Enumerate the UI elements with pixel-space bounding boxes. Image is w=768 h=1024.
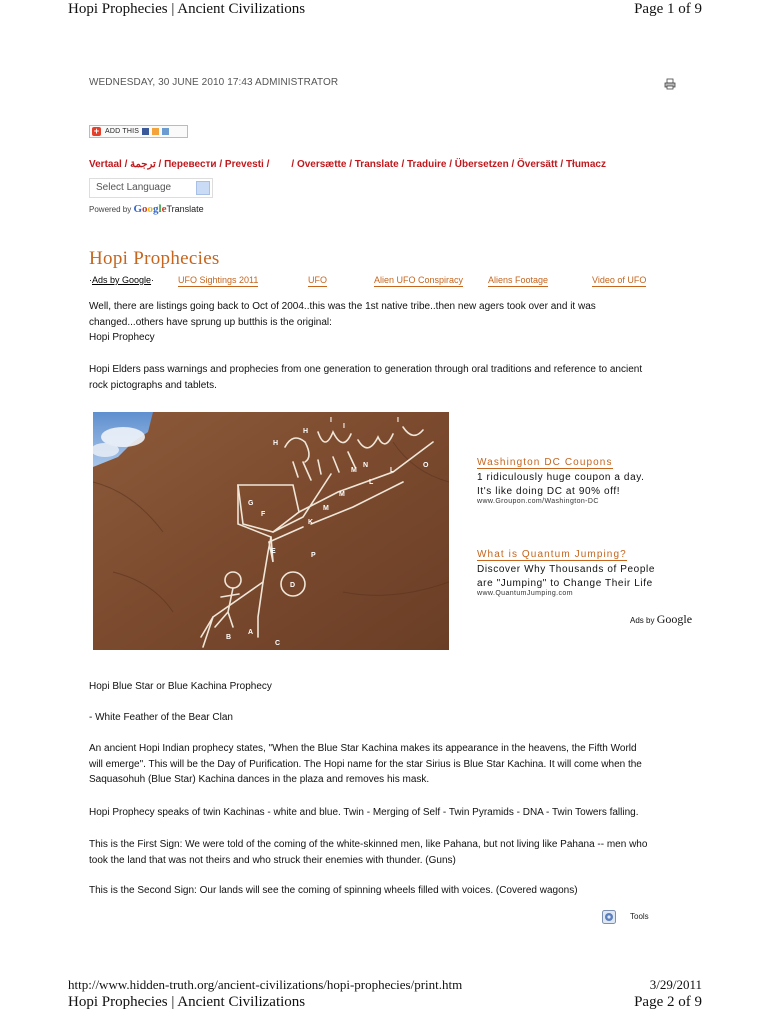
print-icon[interactable] [664, 78, 676, 90]
paragraph-second-sign: This is the Second Sign: Our lands will see the coming of spinning wheels filled with voices. (Covered wagons) [89, 885, 578, 896]
next-page-header-number: Page 2 of 9 [634, 994, 702, 1010]
pictograph-label-f: F [261, 511, 266, 518]
pictograph-label-i2: I [343, 423, 345, 430]
pictograph-label-e: E [271, 548, 276, 555]
pictograph-label-a: A [248, 629, 254, 636]
ad-title[interactable]: What is Quantum Jumping? [477, 549, 627, 560]
article-dateline: WEDNESDAY, 30 JUNE 2010 17:43 ADMINISTRATOR [89, 77, 339, 88]
pictograph-label-o: O [423, 462, 429, 469]
pictograph-label-g: G [248, 500, 254, 507]
pictograph-label-d: D [290, 582, 296, 589]
pictograph-label-n: N [363, 462, 369, 469]
page-footer-date: 3/29/2011 [649, 977, 702, 992]
pictograph-label-l1: L [390, 467, 395, 474]
bookmark-icon [152, 128, 159, 135]
tools-label[interactable]: Tools [630, 912, 649, 921]
plus-icon: + [93, 126, 100, 136]
ad-link-aliens-footage[interactable]: Aliens Footage [488, 275, 549, 285]
hopi-prophecy-rock-image [93, 412, 449, 650]
ad-link-video-of-ufo[interactable]: Video of UFO [592, 275, 647, 285]
next-page-header-title: Hopi Prophecies | Ancient Civilizations [68, 994, 306, 1010]
dropdown-arrow-icon[interactable] [196, 181, 210, 195]
pictograph-label-h1: H [273, 440, 279, 447]
translate-links-part1[interactable]: Vertaal / ترجمة / Перевести / Prevesti / [89, 159, 270, 170]
page-footer-url: http://www.hidden-truth.org/ancient-civilizations/hopi-prophecies/print.htm [68, 977, 463, 992]
pictograph-label-p: P [311, 552, 316, 559]
language-select-placeholder: Select Language [96, 182, 172, 193]
google-logo: Google [656, 612, 693, 626]
ad-url[interactable]: www.QuantumJumping.com [477, 590, 573, 597]
ad-link-alien-ufo-conspiracy[interactable]: Alien UFO Conspiracy [374, 275, 464, 285]
add-this-button[interactable] [89, 125, 188, 138]
ad-text-line1: 1 ridiculously huge coupon a day. [477, 472, 645, 483]
paragraph-white-feather: - White Feather of the Bear Clan [89, 712, 233, 723]
ads-by-google-label: ·Ads by Google· [89, 275, 155, 285]
ads-by-google-badge[interactable]: Ads by Google [630, 612, 693, 626]
ad-url[interactable]: www.Groupon.com/Washington-DC [477, 498, 599, 505]
share-icon [162, 128, 169, 135]
facebook-icon [142, 128, 149, 135]
paragraph-elders: Hopi Elders pass warnings and prophecies from one generation to generation through oral traditions and reference to ancient rock pictographs and tablets. [89, 364, 643, 391]
pictograph-label-l2: L [369, 479, 374, 486]
add-this-label: ADD THIS [105, 128, 140, 135]
ad-text-line2: are "Jumping" to Change Their Life [477, 578, 653, 589]
ad-link-ufo-sightings[interactable]: UFO Sightings 2011 [178, 275, 259, 285]
ad-text-line2: It's like doing DC at 90% off! [477, 486, 621, 497]
page-header-title: Hopi Prophecies | Ancient Civilizations [68, 1, 306, 17]
language-select[interactable] [89, 178, 213, 198]
ad-title[interactable]: Washington DC Coupons [477, 457, 613, 468]
pictograph-label-m2: M [339, 491, 345, 498]
pictograph-label-m3: M [323, 505, 329, 512]
pictograph-label-c: C [275, 640, 281, 647]
pictograph-label-h2: H [303, 428, 309, 435]
ad-links-row [89, 275, 649, 291]
paragraph-twin-kachinas: Hopi Prophecy speaks of twin Kachinas - white and blue. Twin - Merging of Self - Twin Pyramids - DNA - Twin Towers falling. [89, 807, 639, 818]
pictograph-label-k: K [308, 519, 314, 526]
pictograph-label-i3: I [397, 417, 399, 424]
google-logo: Google [133, 203, 167, 215]
paragraph-blue-star-heading: Hopi Blue Star or Blue Kachina Prophecy [89, 681, 272, 692]
ad-quantum-jumping[interactable] [477, 544, 707, 597]
ad-link-ufo[interactable]: UFO [308, 275, 327, 285]
ad-washington-dc-coupons[interactable] [477, 452, 707, 505]
translate-word: Translate [166, 204, 204, 214]
pictograph-label-b: B [226, 634, 232, 641]
paragraph-first-sign: This is the First Sign: We were told of the coming of the white-skinned men, like Pahana, but not living like Pahana -- men who took the land that was not theirs and who struck their enemies with thunder. (Guns) [89, 839, 648, 866]
pictograph-label-i1: I [330, 417, 332, 424]
paragraph-intro: Well, there are listings going back to Oct of 2004..this was the 1st native tribe..then new agers took over and it was changed...others have sprung up butthis is the original: Hopi Prophecy [89, 301, 596, 343]
translate-links-part2[interactable]: / Oversætte / Translate / Traduire / Übersetzen / Översätt / Tłumacz [291, 159, 606, 170]
powered-by-label: Powered by [89, 205, 132, 214]
paragraph-prophecy-statement: An ancient Hopi Indian prophecy states, "When the Blue Star Kachina makes its appearance in the heavens, the Fifth World will emerge". This will be the Day of Purification. The Hopi name for the star Sirius is Blue Star Kachina. It will come when the Saquasohuh (Blue Star) Kachina dances in the plaza and removes his mask. [89, 743, 642, 785]
translate-links[interactable] [89, 159, 606, 170]
article-title: Hopi Prophecies [89, 248, 220, 269]
page-header-number: Page 1 of 9 [634, 1, 702, 17]
powered-by-google-translate[interactable] [89, 203, 204, 215]
tools-icon[interactable] [602, 910, 616, 924]
ad-text-line1: Discover Why Thousands of People [477, 564, 655, 575]
pictograph-label-m1: M [351, 467, 357, 474]
